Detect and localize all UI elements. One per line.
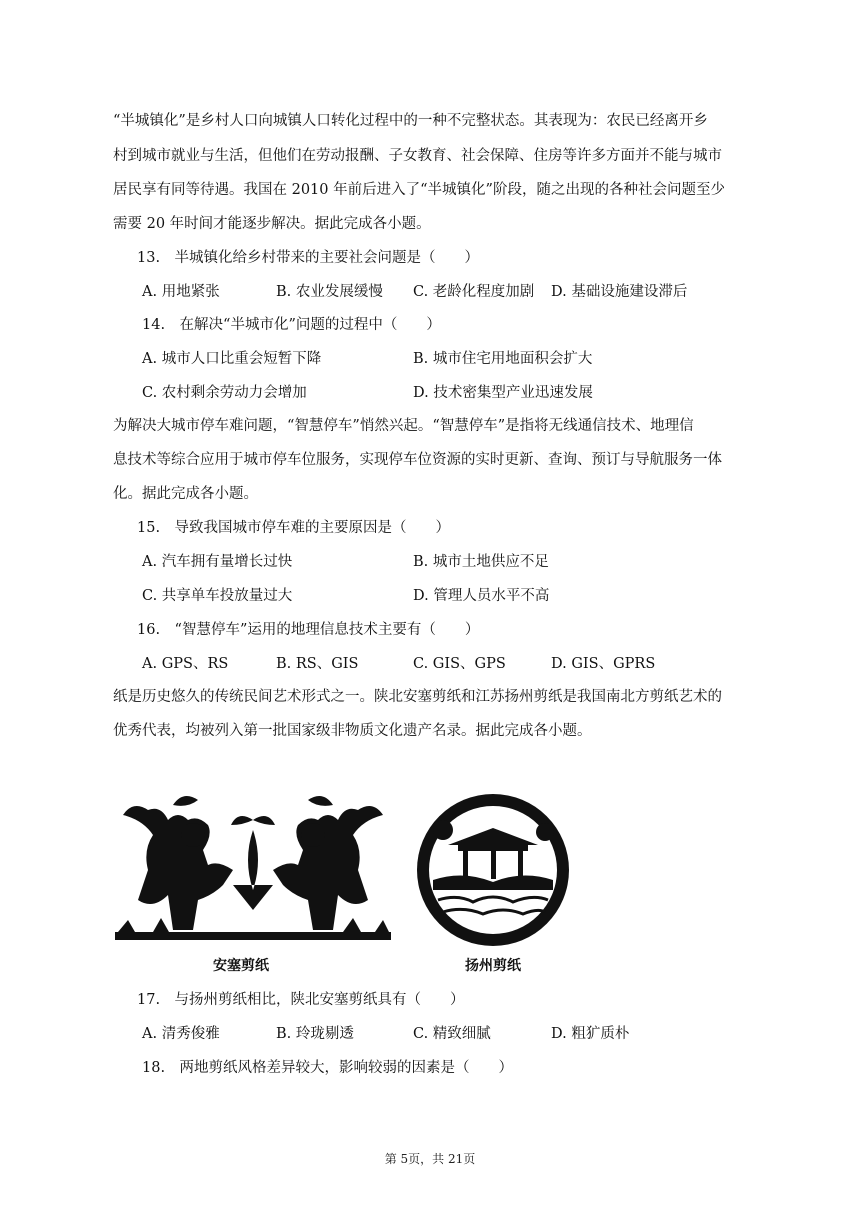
passage3-line1: 纸是历史悠久的传统民间艺术形式之一。陕北安塞剪纸和江苏扬州剪纸是我国南北方剪纸艺术的: [113, 689, 722, 705]
passage1-line1: “半城镇化”是乡村人口向城镇人口转化过程中的一种不完整状态。其表现为：农民已经离开乡: [113, 113, 708, 129]
question-16-option-d: D. GIS、GPRS: [551, 656, 656, 672]
question-17-option-a: A. 清秀俊雅: [142, 1026, 220, 1042]
question-13-option-a: A. 用地紧张: [142, 284, 220, 300]
yangzhou-papercut-image: [417, 794, 569, 946]
question-16-stem: 16. “智慧停车”运用的地理信息技术主要有（ ）: [137, 622, 480, 638]
passage3-line2: 优秀代表，均被列入第一批国家级非物质文化遗产名录。据此完成各小题。: [113, 723, 592, 739]
passage1-line4: 需要 20 年时间才能逐步解决。据此完成各小题。: [113, 216, 431, 232]
ansai-caption: 安塞剪纸: [213, 958, 269, 974]
question-15-option-b: B. 城市土地供应不足: [413, 554, 549, 570]
question-15-option-c: C. 共享单车投放量过大: [142, 588, 293, 604]
question-14-option-b: B. 城市住宅用地面积会扩大: [413, 351, 593, 367]
question-13-option-b: B. 农业发展缓慢: [276, 284, 383, 300]
question-16-option-b: B. RS、GIS: [276, 656, 359, 672]
question-14-option-d: D. 技术密集型产业迅速发展: [413, 385, 593, 401]
page-footer: 第 5页，共 21页: [384, 1152, 476, 1166]
question-14-stem: 14. 在解决“半城市化”问题的过程中（ ）: [142, 317, 441, 333]
question-14-option-a: A. 城市人口比重会短暂下降: [142, 351, 322, 367]
papercut-illustrations: [113, 790, 583, 950]
question-15-option-a: A. 汽车拥有量增长过快: [142, 554, 293, 570]
question-16-option-c: C. GIS、GPS: [413, 656, 506, 672]
question-17-option-c: C. 精致细腻: [413, 1026, 491, 1042]
question-15-option-d: D. 管理人员水平不高: [413, 588, 550, 604]
yangzhou-caption: 扬州剪纸: [465, 958, 521, 974]
ansai-papercut-image: [115, 796, 391, 940]
question-13-option-c: C. 老龄化程度加剧: [413, 284, 535, 300]
passage2-line2: 息技术等综合应用于城市停车位服务，实现停车位资源的实时更新、查询、预订与导航服务一体: [113, 452, 722, 468]
passage1-line2: 村到城市就业与生活，但他们在劳动报酬、子女教育、社会保障、住房等许多方面并不能与城市: [113, 148, 722, 164]
question-18-stem: 18. 两地剪纸风格差异较大，影响较弱的因素是（ ）: [142, 1060, 514, 1076]
papercut-figure: [113, 790, 583, 980]
passage2-line3: 化。据此完成各小题。: [113, 486, 258, 502]
question-17-option-d: D. 粗犷质朴: [551, 1026, 630, 1042]
question-17-stem: 17. 与扬州剪纸相比，陕北安塞剪纸具有（ ）: [137, 992, 465, 1008]
question-13-stem: 13. 半城镇化给乡村带来的主要社会问题是（ ）: [137, 250, 480, 266]
question-16-option-a: A. GPS、RS: [142, 656, 229, 672]
passage2-line1: 为解决大城市停车难问题，“智慧停车”悄然兴起。“智慧停车”是指将无线通信技术、地理信: [113, 418, 694, 434]
question-13-option-d: D. 基础设施建设滞后: [551, 284, 688, 300]
question-14-option-c: C. 农村剩余劳动力会增加: [142, 385, 307, 401]
passage1-line3: 居民享有同等待遇。我国在 2010 年前后进入了“半城镇化”阶段，随之出现的各种社会问题至少: [113, 182, 725, 198]
question-15-stem: 15. 导致我国城市停车难的主要原因是（ ）: [137, 520, 451, 536]
question-17-option-b: B. 玲珑剔透: [276, 1026, 354, 1042]
